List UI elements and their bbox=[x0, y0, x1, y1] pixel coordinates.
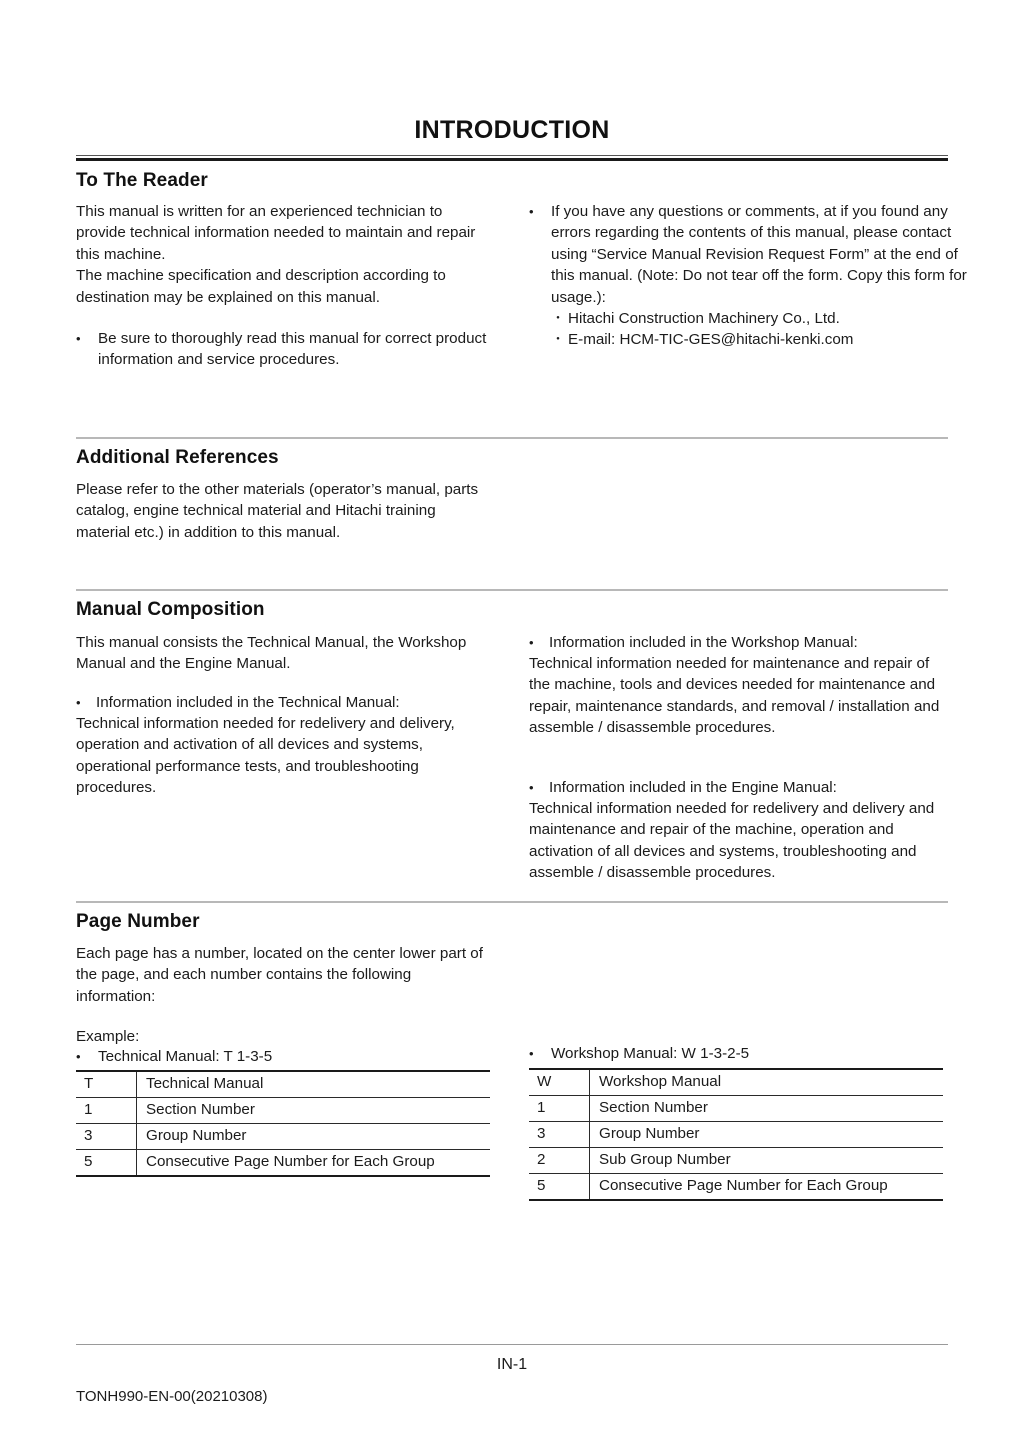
desc-cell: Section Number bbox=[590, 1096, 944, 1122]
desc-cell: Group Number bbox=[590, 1122, 944, 1148]
desc-cell: Section Number bbox=[137, 1098, 491, 1124]
page-title: INTRODUCTION bbox=[414, 116, 610, 144]
middot-icon: ・ bbox=[551, 331, 565, 347]
footer-divider bbox=[76, 1344, 948, 1345]
desc-cell: Workshop Manual bbox=[590, 1069, 944, 1096]
engine-manual-bullet bbox=[529, 777, 949, 798]
to-the-reader-bullet-text: Be sure to thoroughly read this manual for correct product information and service procedures. bbox=[98, 330, 487, 369]
section-heading-to-the-reader: To The Reader bbox=[76, 170, 208, 191]
table-row bbox=[76, 1124, 490, 1150]
section-heading-additional-references: Additional References bbox=[76, 447, 279, 468]
desc-cell: Group Number bbox=[137, 1124, 491, 1150]
code-cell: 1 bbox=[529, 1096, 590, 1122]
bullet-icon: • bbox=[529, 1046, 534, 1061]
title-rule-thick bbox=[76, 158, 948, 161]
table-row bbox=[76, 1150, 490, 1177]
table-row bbox=[529, 1069, 943, 1096]
section-divider-page-number bbox=[76, 901, 948, 903]
workshop-manual-body: Technical information needed for maintenance and repair of the machine, tools and devices needed for maintenance and repair, maintenance standards, and removal / installation and assemble / disassemble procedures. bbox=[529, 655, 940, 737]
table-row bbox=[76, 1071, 490, 1098]
document-code: TONH990-EN-00(20210308) bbox=[76, 1388, 268, 1405]
page-number-label: IN-1 bbox=[496, 1356, 528, 1373]
workshop-manual-bullet bbox=[529, 632, 949, 653]
table-row bbox=[529, 1122, 943, 1148]
technical-manual-bullet-text: Information included in the Technical Manual: bbox=[96, 694, 400, 711]
table-row bbox=[529, 1148, 943, 1174]
example-label: Example: bbox=[76, 1028, 140, 1045]
desc-cell: Technical Manual bbox=[137, 1071, 491, 1098]
bullet-icon: • bbox=[76, 1049, 81, 1064]
section-heading-page-number: Page Number bbox=[76, 911, 200, 932]
section-heading-manual-composition: Manual Composition bbox=[76, 599, 265, 620]
contact-bullet-text: If you have any questions or comments, at if you found any errors regarding the contents of this manual, please contact using “Service Manual Revision Request Form” at the end of this manual. (Note: Do not tear off the form. Copy this form for usage.): bbox=[551, 203, 967, 306]
middot-icon: ・ bbox=[551, 310, 565, 326]
technical-manual-code-table bbox=[76, 1070, 490, 1177]
section-divider-additional-references bbox=[76, 437, 948, 439]
bullet-icon: • bbox=[529, 780, 534, 795]
engine-manual-bullet-text: Information included in the Engine Manual: bbox=[549, 779, 837, 796]
page-number-paragraph: Each page has a number, located on the center lower part of the page, and each number contains the following information: bbox=[76, 945, 483, 1005]
section-divider-manual-composition bbox=[76, 589, 948, 591]
to-the-reader-paragraph: This manual is written for an experienced technician to provide technical information needed to maintain and repair this machine. The machine specification and description according to destination may be explained on this manual. bbox=[76, 203, 476, 306]
to-the-reader-bullet bbox=[76, 328, 518, 371]
workshop-example-text: Workshop Manual: W 1-3-2-5 bbox=[551, 1045, 750, 1062]
bullet-icon: • bbox=[529, 204, 534, 219]
bullet-icon: • bbox=[76, 331, 81, 346]
additional-references-paragraph: Please refer to the other materials (operator’s manual, parts catalog, engine technical material and Hitachi training material etc.) in addition to this manual. bbox=[76, 481, 479, 541]
technical-manual-bullet bbox=[76, 692, 494, 713]
bullet-icon: • bbox=[529, 635, 534, 650]
manual-composition-intro: This manual consists the Technical Manual, the Workshop Manual and the Engine Manual. bbox=[76, 634, 467, 673]
code-cell: 5 bbox=[529, 1174, 590, 1201]
contact-bullet bbox=[529, 201, 971, 308]
table-row bbox=[529, 1096, 943, 1122]
workshop-example-bullet bbox=[529, 1043, 971, 1064]
code-cell: 5 bbox=[76, 1150, 137, 1177]
contact-company-text: Hitachi Construction Machinery Co., Ltd. bbox=[568, 310, 840, 327]
desc-cell: Consecutive Page Number for Each Group bbox=[137, 1150, 491, 1177]
technical-example-bullet bbox=[76, 1046, 518, 1067]
workshop-manual-bullet-text: Information included in the Workshop Manual: bbox=[549, 634, 858, 651]
bullet-icon: • bbox=[76, 695, 81, 710]
workshop-manual-code-table bbox=[529, 1068, 943, 1201]
desc-cell: Sub Group Number bbox=[590, 1148, 944, 1174]
engine-manual-body: Technical information needed for redelivery and delivery and maintenance and repair of the machine, operation and activation of all devices and systems, troubleshooting and assemble / disassemble procedures. bbox=[529, 800, 935, 882]
code-cell: T bbox=[76, 1071, 137, 1098]
technical-example-text: Technical Manual: T 1-3-5 bbox=[98, 1048, 273, 1065]
table-row bbox=[76, 1098, 490, 1124]
code-cell: 3 bbox=[529, 1122, 590, 1148]
code-cell: 2 bbox=[529, 1148, 590, 1174]
contact-subitem-email bbox=[551, 329, 853, 350]
technical-manual-body: Technical information needed for redelivery and delivery, operation and activation of all devices and systems, operational performance tests, and troubleshooting procedures. bbox=[76, 715, 455, 797]
title-double-rule bbox=[76, 155, 948, 161]
code-cell: W bbox=[529, 1069, 590, 1096]
code-cell: 3 bbox=[76, 1124, 137, 1150]
desc-cell: Consecutive Page Number for Each Group bbox=[590, 1174, 944, 1201]
table-row bbox=[529, 1174, 943, 1201]
contact-subitem-company bbox=[551, 308, 840, 329]
code-cell: 1 bbox=[76, 1098, 137, 1124]
contact-email-text: E-mail: HCM-TIC-GES@hitachi-kenki.com bbox=[568, 331, 854, 348]
